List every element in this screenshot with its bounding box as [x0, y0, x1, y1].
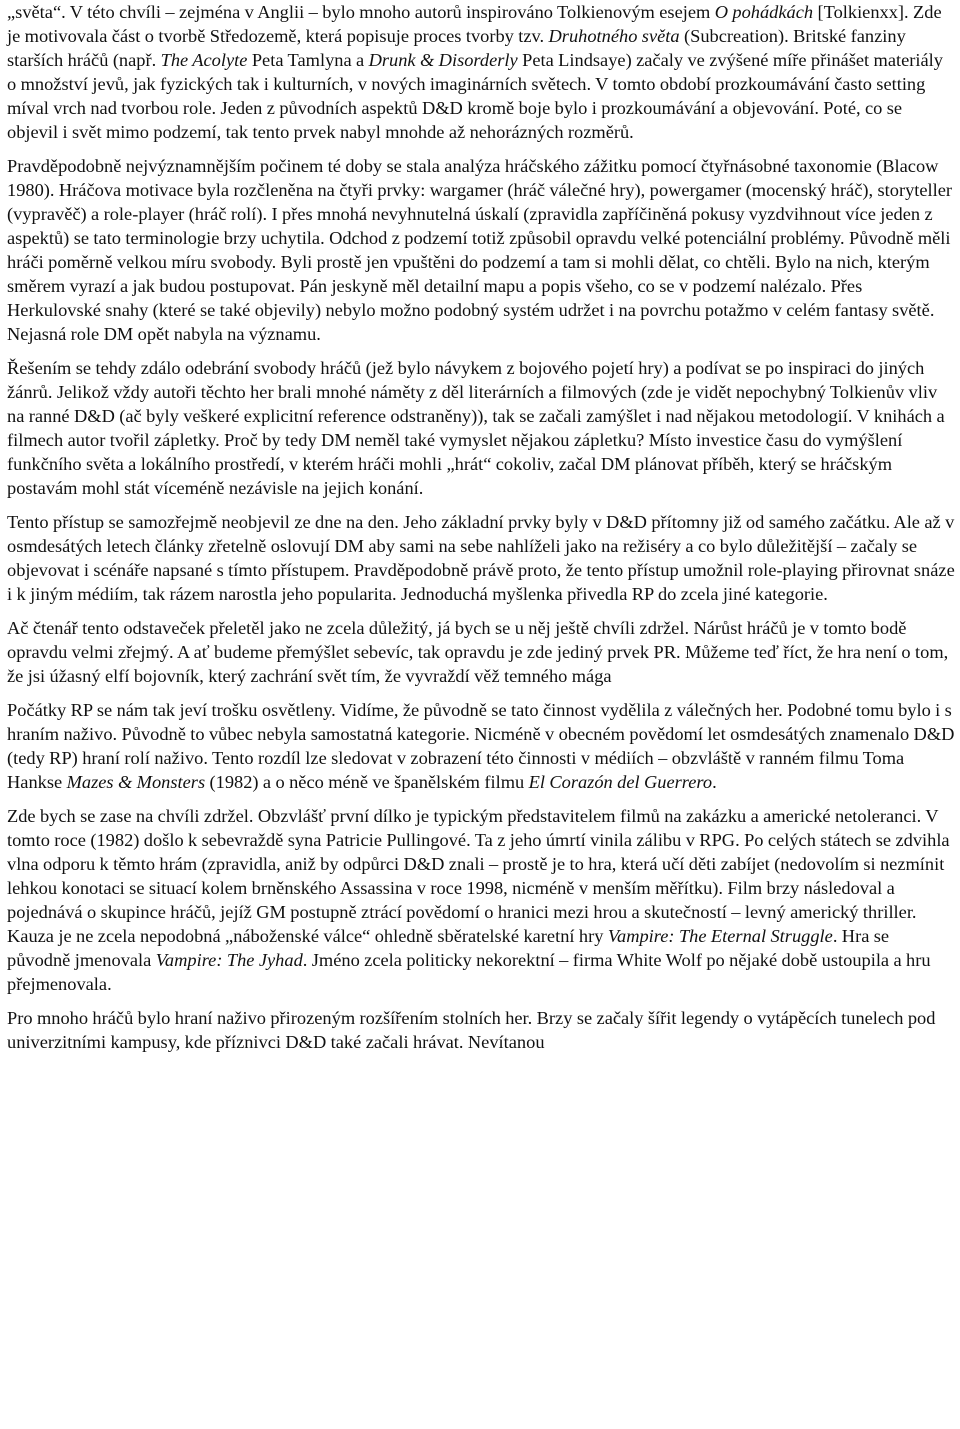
- italic-title-el-corazon-del-guerrero: El Corazón del Guerrero: [528, 772, 713, 792]
- text-run: Peta Tamlyna a: [247, 50, 369, 70]
- text-run: Řešením se tehdy zdálo odebrání svobody hráčů (jež bylo návykem z bojového pojetí hry) a podívat se po inspiraci do jiných žánrů. Jelikož vždy autoři těchto her brali mnohé náměty z děl literárních a filmových (zde je vidět nepochybný Tolkienův vliv na ranné D&D (ač byly veškeré explicitní reference odstraněny)), tak se začali zamýšlet i nad nějakou metodologií. V knihách a filmech autor tvořil zápletky. Proč by tedy DM neměl také vymyslet nějakou zápletku? Místo investice času do vymýšlení funkčního světa a lokálního prostředí, v kterém hráči mohli „hrát“ cokoliv, začal DM plánovat příběh, který se hráčským postavám mohl stát víceméně nezávisle na jejich konání.: [7, 358, 945, 498]
- text-run: Pravděpodobně nejvýznamnějším počinem té doby se stala analýza hráčského zážitku pomocí čtyřnásobné taxonomie (Blacow 1980). Hráčova motivace byla rozčleněna na čtyři prvky: wargamer (hráč válečné hry), powergamer (mocenský hráč), storyteller (vypravěč) a role-player (hráč rolí). I přes mnohá nevyhnutelná úskalí (zpravidla zapříčiněná pokusy vyzdvihnout více jeden z aspektů) se tato terminologie brzy uchytila. Odchod z podzemí totiž způsobil opravdu velké potenciální problémy. Původně měli hráči poměrně velkou míru svobody. Byli prostě jen vpuštěni do podzemí a tam si mohli dělat, co chtěli. Bylo na nich, kterým směrem vyrazí a jak budou postupovat. Pán jeskyně měl detailní mapu a popis všeho, co se v podzemí nalézalo. Přes Herkulovské snahy (které se také objevily) nebylo možno podobný systém udržet i na povrchu potažmo v celém fantasy světě. Nejasná role DM opět nabyla na významu.: [7, 156, 953, 344]
- text-run: „světa“. V této chvíli – zejména v Anglii – bylo mnoho autorů inspirováno Tolkienovým esejem: [7, 2, 715, 22]
- text-run: . Jméno zcela politicky nekorektní – firma White Wolf po nějaké době ustoupila a hru přejmenovala.: [7, 950, 931, 994]
- text-run: Zde bych se zase na chvíli zdržel. Obzvlášť první dílko je typickým představitelem filmů na zakázku a americké netoleranci. V tomto roce (1982) došlo k sebevraždě syna Patricie Pullingové. Ta z jeho úmrtí vinila zálibu v RPG. Po celých státech se zdvihla vlna odporu k těmto hrám (zpravidla, aniž by odpůrci D&D znali – prostě je to hra, která učí děti zabíjet (nedovolím si nezmínit lehkou konotaci se situací kolem brněnského Assassina v roce 1998, nicméně v menším měřítku). Film brzy následoval a pojednává o skupince hráčů, jejíž GM postupně ztrácí povědomí o hranici mezi hrou a skutečností – levný americký thriller. Kauza je ne zcela nepodobná „náboženské válce“ ohledně sběratelské karetní hry: [7, 806, 950, 946]
- text-run: Tento přístup se samozřejmě neobjevil ze dne na den. Jeho základní prvky byly v D&D přítomny již od samého začátku. Ale až v osmdesátých letech články zřetelně oslovují DM aby sami na sebe nahlíželi jako na režiséry a co bylo důležitější – začaly se objevovat i scénáře napsané s tímto přístupem. Pravděpodobně právě proto, že tento přístup umožnil role-playing přirovnat snáze i k jiným médiím, tak rázem narostla jeho popularita. Jednoduchá myšlenka přivedla RP do zcela jiné kategorie.: [7, 512, 955, 604]
- text-run: . Hra se původně jmenovala: [7, 926, 890, 970]
- italic-title-vampire-jyhad: Vampire: The Jyhad: [155, 950, 303, 970]
- italic-title-mazes-monsters: Mazes & Monsters: [66, 772, 206, 792]
- text-run: (Subcreation). Britské fanziny starších hráčů (např.: [7, 26, 906, 70]
- text-run: Počátky RP se nám tak jeví trošku osvětleny. Vidíme, že původně se tato činnost vydělila z válečných her. Podobné tomu bylo i s hraním naživo. Původně to vůbec nebyla samostatná kategorie. Nicméně v obecném povědomí let osmdesátých znamenalo D&D (tedy RP) hraní rolí naživo. Tento rozdíl lze sledovat v zobrazení této činnosti v médiích – obzvláště v ranném filmu Toma Hankse: [7, 700, 955, 792]
- paragraph-6: [7, 698, 955, 794]
- italic-title-the-acolyte: The Acolyte: [160, 50, 248, 70]
- text-run: [Tolkienxx]. Zde je motivovala část o tvorbě Středozemě, která popisuje proces tvorby tzv.: [7, 2, 942, 46]
- text-run: (1982) a o něco méně ve španělském filmu: [205, 772, 529, 792]
- paragraph-4: [7, 510, 955, 606]
- text-run: Ač čtenář tento odstaveček přeletěl jako ne zcela důležitý, já bych se u něj ještě chvíli zdržel. Nárůst hráčů je v tomto bodě opravdu velmi zřejmý. A ať budeme přemýšlet sebevíc, tak opravdu je zde jediný prvek PR. Můžeme teď říct, že hra není o tom, že jsi úžasný elfí bojovník, který zachrání svět tím, že vyvraždí věž temného mága: [7, 618, 949, 686]
- paragraph-1: [7, 0, 955, 144]
- italic-term-druhotneho-sveta: Druhotného světa: [548, 26, 680, 46]
- italic-title-drunk-disorderly: Drunk & Disorderly: [368, 50, 518, 70]
- text-run: .: [712, 772, 717, 792]
- paragraph-8: [7, 1006, 955, 1054]
- paragraph-2: [7, 154, 955, 346]
- document-page: [7, 0, 955, 1064]
- italic-title-vampire-eternal-struggle: Vampire: The Eternal Struggle: [607, 926, 833, 946]
- text-run: Peta Lindsaye) začaly ve zvýšené míře přinášet materiály o množství jevů, jak fyzických tak i kulturních, v nových imaginárních světech. V tomto období prozkoumávání často setting míval vrch nad tvorbou role. Jeden z původních aspektů D&D kromě boje bylo i prozkoumávání a objevování. Poté, co se objevil i svět mimo podzemí, tak tento prvek nabyl mnohde až nehorázných rozměrů.: [7, 50, 943, 142]
- paragraph-5: [7, 616, 955, 688]
- paragraph-7: [7, 804, 955, 996]
- italic-title-o-pohadkach: O pohádkách: [714, 2, 814, 22]
- text-run: Pro mnoho hráčů bylo hraní naživo přirozeným rozšířením stolních her. Brzy se začaly šířit legendy o vytápěcích tunelech pod univerzitními kampusy, kde příznivci D&D také začali hrávat. Nevítanou: [7, 1008, 936, 1052]
- paragraph-3: [7, 356, 955, 500]
